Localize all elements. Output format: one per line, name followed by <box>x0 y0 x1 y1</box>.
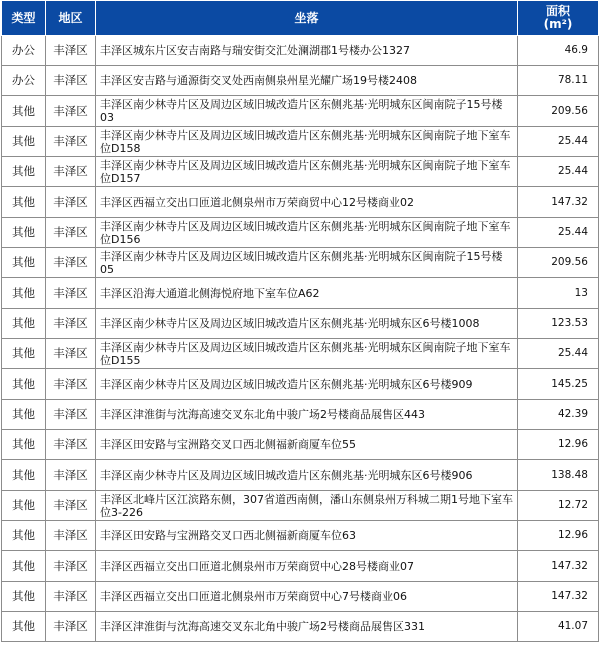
cell-district: 丰泽区 <box>46 36 96 66</box>
cell-area: 147.32 <box>518 582 599 612</box>
cell-type: 其他 <box>2 278 46 309</box>
cell-type: 其他 <box>2 248 46 278</box>
table-row <box>2 218 599 248</box>
cell-location: 丰泽区安吉路与通源街交叉处西南侧泉州星光耀广场19号楼2408 <box>96 66 518 96</box>
table-row <box>2 491 599 521</box>
cell-type: 其他 <box>2 369 46 400</box>
table-body <box>2 36 599 642</box>
table-row <box>2 36 599 66</box>
cell-type: 其他 <box>2 96 46 127</box>
cell-area: 12.72 <box>518 491 599 521</box>
cell-district: 丰泽区 <box>46 66 96 96</box>
cell-area: 123.53 <box>518 309 599 339</box>
table-row <box>2 309 599 339</box>
cell-area: 209.56 <box>518 96 599 127</box>
cell-type: 其他 <box>2 218 46 248</box>
table-row <box>2 582 599 612</box>
cell-type: 其他 <box>2 187 46 218</box>
cell-type: 其他 <box>2 339 46 369</box>
cell-district: 丰泽区 <box>46 612 96 642</box>
cell-area: 41.07 <box>518 612 599 642</box>
cell-area: 25.44 <box>518 339 599 369</box>
table-row <box>2 339 599 369</box>
cell-area: 209.56 <box>518 248 599 278</box>
table-row <box>2 127 599 157</box>
table-row <box>2 369 599 400</box>
cell-type: 其他 <box>2 309 46 339</box>
cell-district: 丰泽区 <box>46 582 96 612</box>
table-row <box>2 521 599 551</box>
cell-area: 46.9 <box>518 36 599 66</box>
cell-area: 145.25 <box>518 369 599 400</box>
cell-location: 丰泽区南少林寺片区及周边区域旧城改造片区东侧兆基·光明城东区闽南院子地下室车位D156 <box>96 218 518 248</box>
cell-district: 丰泽区 <box>46 278 96 309</box>
cell-type: 其他 <box>2 430 46 460</box>
table-row <box>2 430 599 460</box>
cell-area: 25.44 <box>518 157 599 187</box>
table-row <box>2 612 599 642</box>
cell-type: 办公 <box>2 36 46 66</box>
cell-district: 丰泽区 <box>46 491 96 521</box>
cell-district: 丰泽区 <box>46 96 96 127</box>
cell-area: 42.39 <box>518 400 599 430</box>
cell-type: 其他 <box>2 127 46 157</box>
cell-type: 其他 <box>2 551 46 582</box>
cell-district: 丰泽区 <box>46 157 96 187</box>
table-row <box>2 460 599 491</box>
cell-area: 25.44 <box>518 218 599 248</box>
cell-location: 丰泽区城东片区安吉南路与瑞安街交汇处澜湖郡1号楼办公1327 <box>96 36 518 66</box>
table-row <box>2 551 599 582</box>
cell-location: 丰泽区西福立交出口匝道北侧泉州市万荣商贸中心7号楼商业06 <box>96 582 518 612</box>
cell-district: 丰泽区 <box>46 400 96 430</box>
cell-location: 丰泽区南少林寺片区及周边区域旧城改造片区东侧兆基·光明城东区闽南院子地下室车位D157 <box>96 157 518 187</box>
cell-district: 丰泽区 <box>46 521 96 551</box>
cell-type: 其他 <box>2 460 46 491</box>
header-type: 类型 <box>2 1 46 36</box>
cell-location: 丰泽区南少林寺片区及周边区域旧城改造片区东侧兆基·光明城东区6号楼1008 <box>96 309 518 339</box>
cell-type: 其他 <box>2 582 46 612</box>
header-area-label: 面积 <box>545 4 570 18</box>
cell-district: 丰泽区 <box>46 218 96 248</box>
cell-area: 147.32 <box>518 551 599 582</box>
cell-area: 147.32 <box>518 187 599 218</box>
cell-district: 丰泽区 <box>46 430 96 460</box>
table-header-row <box>2 1 599 36</box>
cell-type: 其他 <box>2 157 46 187</box>
table-row <box>2 66 599 96</box>
cell-location: 丰泽区南少林寺片区及周边区域旧城改造片区东侧兆基·光明城东区6号楼909 <box>96 369 518 400</box>
table-row <box>2 278 599 309</box>
header-area-unit: (m²) <box>543 17 573 31</box>
cell-location: 丰泽区田安路与宝洲路交叉口西北侧福新商厦车位63 <box>96 521 518 551</box>
cell-type: 其他 <box>2 400 46 430</box>
cell-location: 丰泽区南少林寺片区及周边区域旧城改造片区东侧兆基·光明城东区闽南院子地下室车位D155 <box>96 339 518 369</box>
table-row <box>2 96 599 127</box>
cell-location: 丰泽区南少林寺片区及周边区域旧城改造片区东侧兆基·光明城东区闽南院子15号楼05 <box>96 248 518 278</box>
table-row <box>2 187 599 218</box>
cell-type: 其他 <box>2 491 46 521</box>
cell-location: 丰泽区西福立交出口匝道北侧泉州市万荣商贸中心12号楼商业02 <box>96 187 518 218</box>
cell-area: 25.44 <box>518 127 599 157</box>
cell-area: 78.11 <box>518 66 599 96</box>
cell-type: 办公 <box>2 66 46 96</box>
cell-location: 丰泽区津淮街与沈海高速交叉东北角中骏广场2号楼商品展售区331 <box>96 612 518 642</box>
cell-area: 12.96 <box>518 521 599 551</box>
cell-location: 丰泽区津淮街与沈海高速交叉东北角中骏广场2号楼商品展售区443 <box>96 400 518 430</box>
header-district: 地区 <box>46 1 96 36</box>
cell-district: 丰泽区 <box>46 127 96 157</box>
table-row <box>2 248 599 278</box>
cell-district: 丰泽区 <box>46 339 96 369</box>
cell-district: 丰泽区 <box>46 551 96 582</box>
cell-location: 丰泽区田安路与宝洲路交叉口西北侧福新商厦车位55 <box>96 430 518 460</box>
cell-area: 138.48 <box>518 460 599 491</box>
cell-district: 丰泽区 <box>46 309 96 339</box>
cell-district: 丰泽区 <box>46 248 96 278</box>
cell-district: 丰泽区 <box>46 460 96 491</box>
cell-district: 丰泽区 <box>46 369 96 400</box>
table-row <box>2 400 599 430</box>
property-table <box>1 0 599 642</box>
header-area <box>518 1 599 36</box>
cell-type: 其他 <box>2 521 46 551</box>
cell-location: 丰泽区沿海大通道北侧海悦府地下室车位A62 <box>96 278 518 309</box>
cell-district: 丰泽区 <box>46 187 96 218</box>
cell-location: 丰泽区北峰片区江滨路东侧，307省道西南侧，潘山东侧泉州万科城二期1号地下室车位3-226 <box>96 491 518 521</box>
cell-area: 13 <box>518 278 599 309</box>
cell-location: 丰泽区南少林寺片区及周边区域旧城改造片区东侧兆基·光明城东区闽南院子地下室车位D158 <box>96 127 518 157</box>
table-row <box>2 157 599 187</box>
cell-location: 丰泽区南少林寺片区及周边区域旧城改造片区东侧兆基·光明城东区6号楼906 <box>96 460 518 491</box>
cell-type: 其他 <box>2 612 46 642</box>
cell-location: 丰泽区南少林寺片区及周边区域旧城改造片区东侧兆基·光明城东区闽南院子15号楼03 <box>96 96 518 127</box>
header-location: 坐落 <box>96 1 518 36</box>
cell-location: 丰泽区西福立交出口匝道北侧泉州市万荣商贸中心28号楼商业07 <box>96 551 518 582</box>
cell-area: 12.96 <box>518 430 599 460</box>
